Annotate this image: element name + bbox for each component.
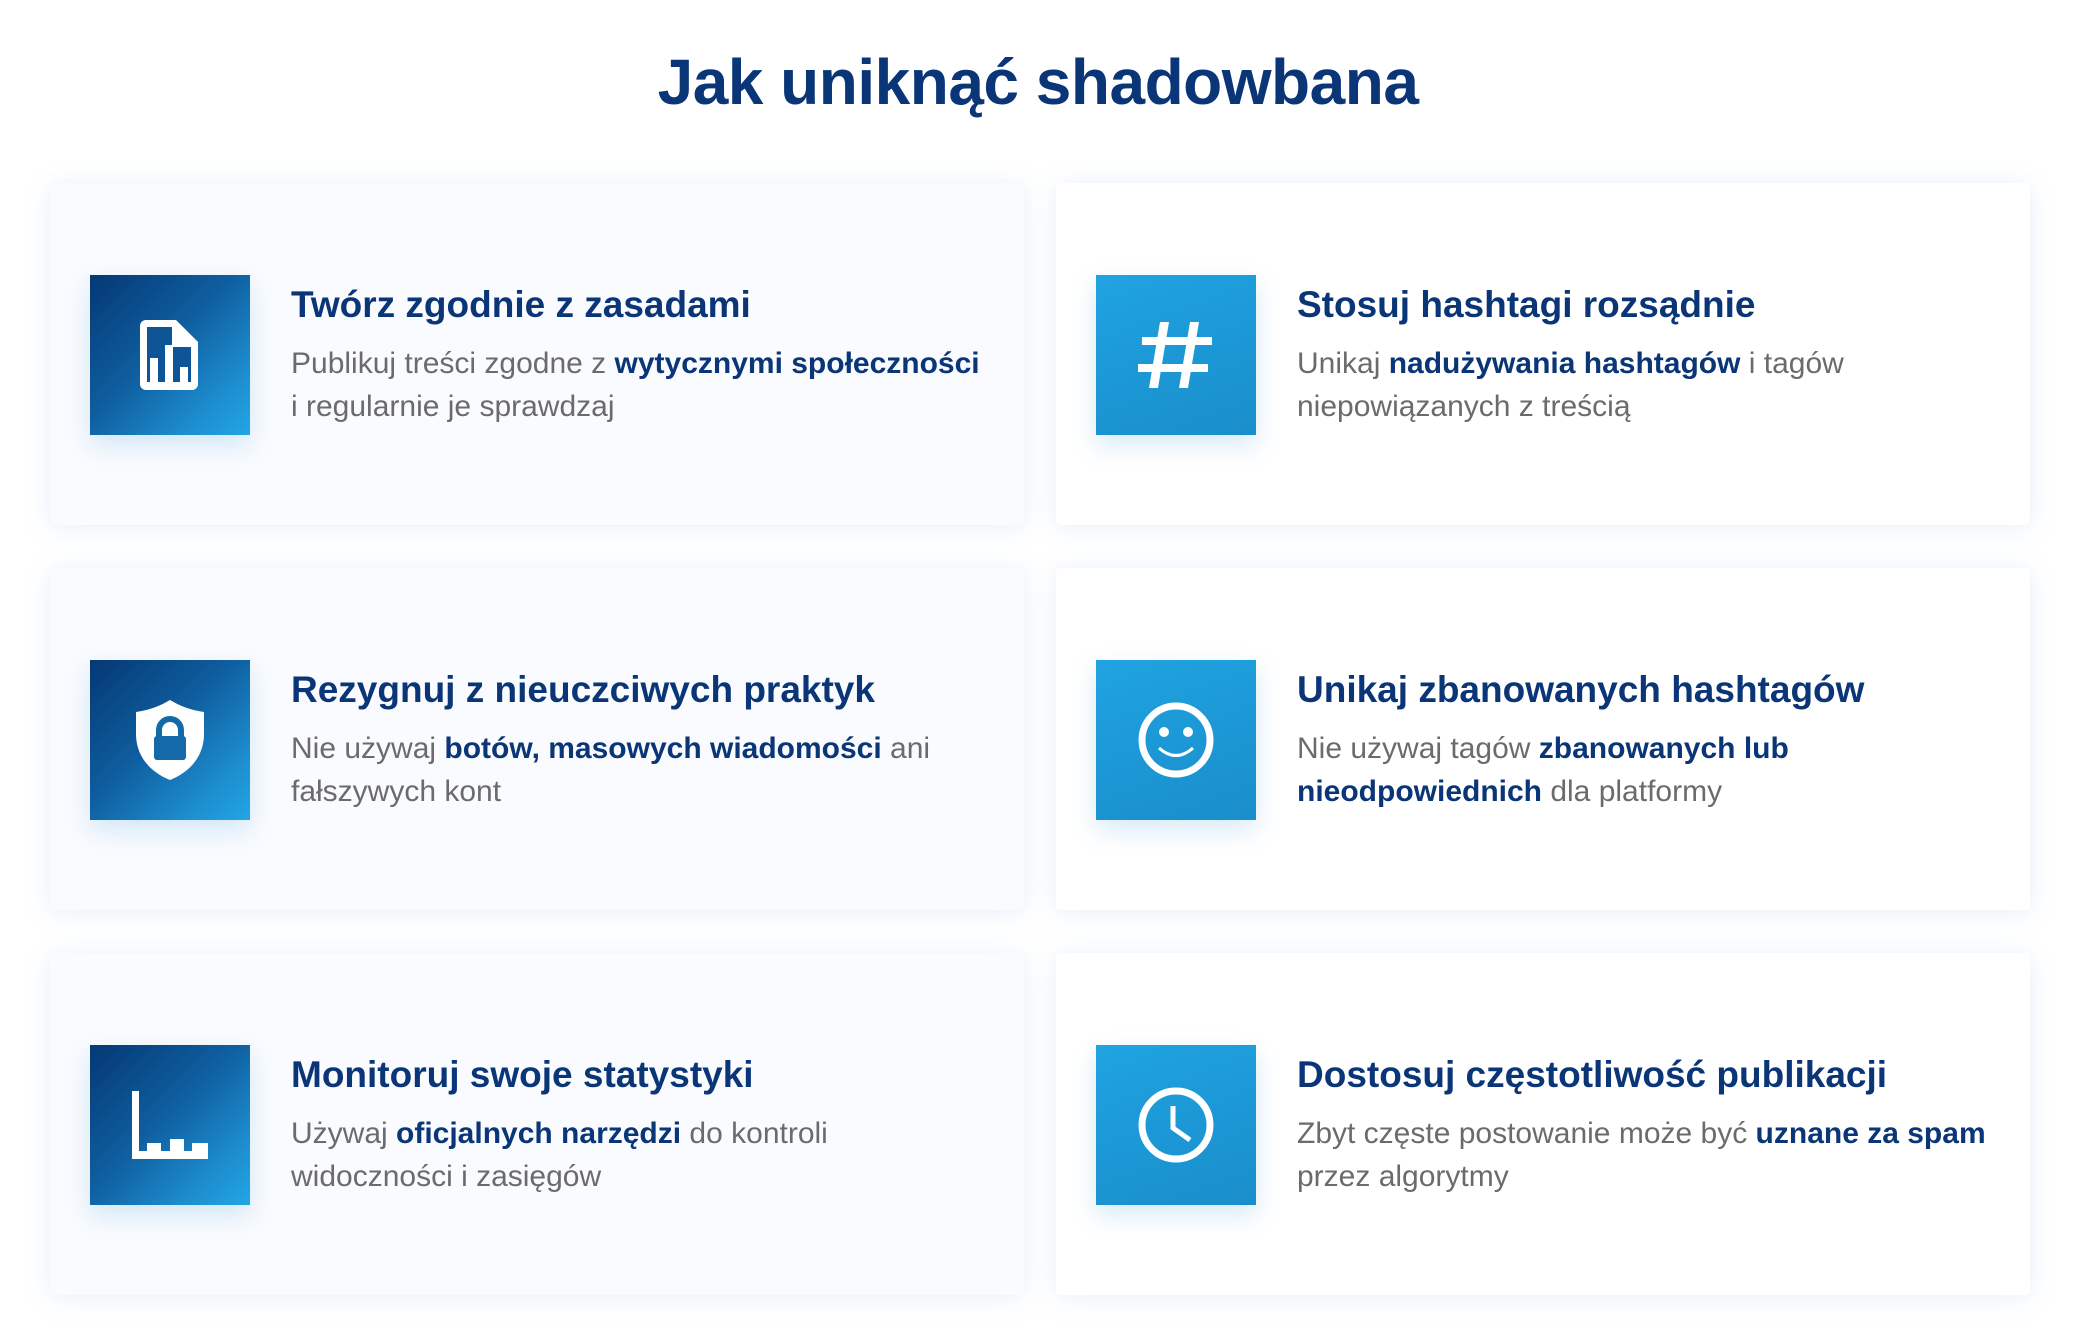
desc-text: przez algorytmy <box>1297 1160 1509 1193</box>
desc-emphasis: botów, masowych wiadomości <box>444 732 882 765</box>
hashtag-icon <box>1138 322 1214 388</box>
desc-text: dla platformy <box>1542 775 1723 808</box>
desc-emphasis: nadużywania hashtagów <box>1388 347 1741 380</box>
desc-emphasis: uznane za spam <box>1755 1117 1986 1150</box>
tip-card-fair-practices <box>50 568 1024 910</box>
card-title: Rezygnuj z nieuczciwych praktyk <box>291 669 875 710</box>
card-title: Monitoruj swoje statystyki <box>291 1054 754 1095</box>
card-description <box>1297 1112 2000 1198</box>
card-title: Stosuj hashtagi rozsądnie <box>1297 284 1756 325</box>
desc-emphasis: zbanowanych lub nieodpowiednich <box>1297 732 1789 808</box>
desc-text: do kontroli widoczności i zasięgów <box>291 1117 828 1193</box>
icon-tile <box>1096 660 1256 820</box>
card-title: Dostosuj częstotliwość publikacji <box>1297 1054 1888 1095</box>
desc-emphasis: oficjalnych narzędzi <box>396 1117 682 1150</box>
card-description <box>1297 727 2000 813</box>
tip-card-posting-frequency <box>1056 953 2030 1295</box>
card-title: Unikaj zbanowanych hashtagów <box>1297 669 1865 710</box>
desc-text: Używaj <box>291 1117 397 1150</box>
tips-grid <box>50 183 2030 1295</box>
desc-text: ani fałszywych kont <box>291 732 931 808</box>
icon-tile <box>1096 275 1256 435</box>
desc-emphasis: wytycznymi społeczności <box>614 347 980 380</box>
page-title: Jak uniknąć shadowbana <box>657 46 1419 118</box>
icon-tile <box>1096 1045 1256 1205</box>
card-description <box>291 342 994 428</box>
tip-card-monitor-stats <box>50 953 1024 1295</box>
smiley-icon <box>1137 701 1215 779</box>
desc-text: Publikuj treści zgodne z <box>291 347 615 380</box>
shield-lock-icon <box>134 698 206 782</box>
tip-card-hashtags <box>1056 183 2030 525</box>
icon-tile <box>90 275 250 435</box>
clock-icon <box>1137 1086 1215 1164</box>
card-title: Twórz zgodnie z zasadami <box>291 284 751 325</box>
card-description <box>1297 342 2000 428</box>
tip-card-follow-rules <box>50 183 1024 525</box>
bar-chart-icon <box>132 1091 208 1159</box>
desc-text: Nie używaj tagów <box>1297 732 1539 765</box>
desc-text: Unikaj <box>1297 347 1389 380</box>
desc-text: Zbyt częste postowanie może być <box>1297 1117 1756 1150</box>
card-description <box>291 1112 994 1198</box>
desc-text: Nie używaj <box>291 732 445 765</box>
desc-text: i tagów niepowiązanych z treścią <box>1297 347 1844 423</box>
document-chart-icon <box>138 318 202 392</box>
tip-card-banned-hashtags <box>1056 568 2030 910</box>
desc-text: i regularnie je sprawdzaj <box>291 390 615 423</box>
card-description <box>291 727 994 813</box>
icon-tile <box>90 1045 250 1205</box>
icon-tile <box>90 660 250 820</box>
